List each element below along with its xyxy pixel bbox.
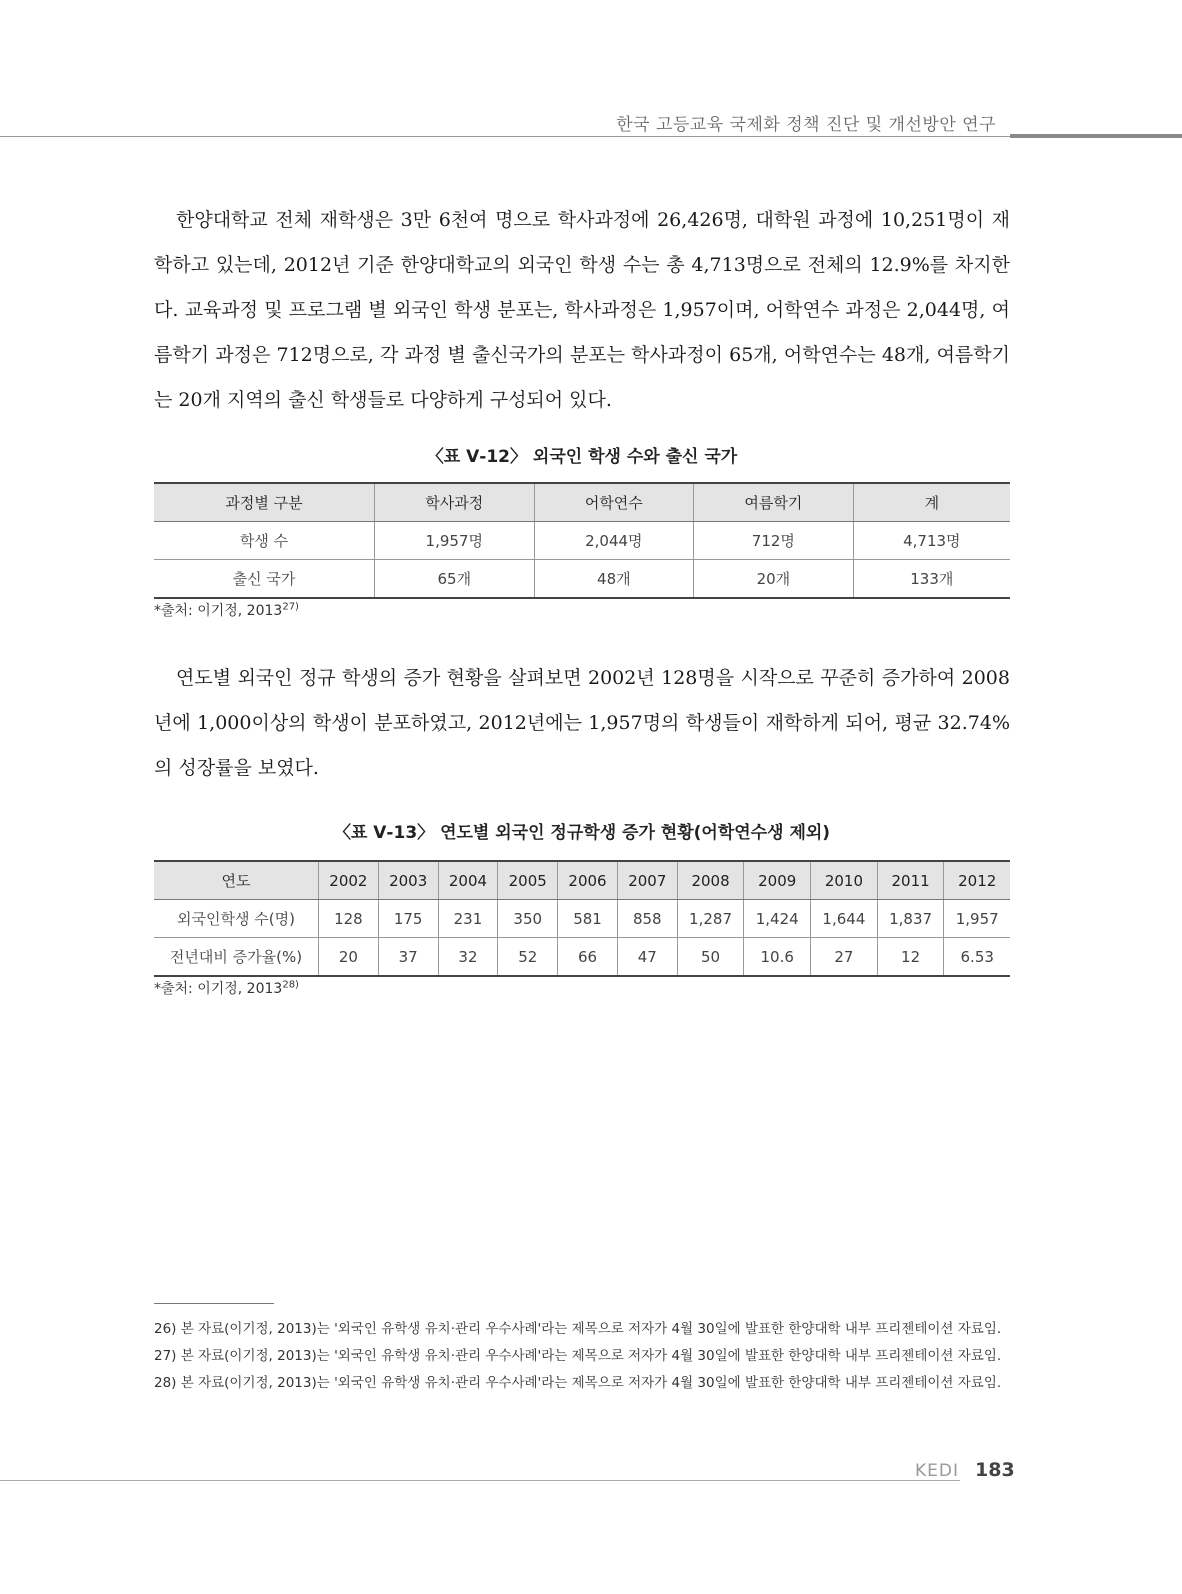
table-row <box>154 522 1010 560</box>
table-cell: 858 <box>617 900 677 938</box>
table-header-cell: 연도 <box>154 861 319 900</box>
table-1-source <box>154 600 299 620</box>
table-header-cell: 여름학기 <box>694 483 854 522</box>
row-label: 출신 국가 <box>154 560 375 599</box>
table-cell: 32 <box>438 938 498 977</box>
table-cell: 66 <box>558 938 618 977</box>
table-cell: 48개 <box>534 560 694 599</box>
table-header-cell: 2004 <box>438 861 498 900</box>
table-header-cell: 2011 <box>877 861 944 900</box>
yearly-growth-table <box>154 860 1010 977</box>
footnote-separator <box>154 1303 274 1304</box>
source-footnote-ref[interactable]: 28) <box>282 979 299 991</box>
table-header-cell: 2008 <box>677 861 744 900</box>
table-cell: 128 <box>319 900 379 938</box>
table-cell: 1,837 <box>877 900 944 938</box>
source-text: *출처: 이기정, 2013 <box>154 603 283 619</box>
body-paragraph-2: 연도별 외국인 정규 학생의 증가 현황을 살펴보면 2002년 128명을 시작으로 꾸준히 증가하여 2008년에 1,000이상의 학생이 분포하였고, 2012년에는 1,957명의 학생들이 재학하게 되어, 평균 32.74%의 성장률을 보였다. <box>154 667 1010 779</box>
row-label: 외국인학생 수(명) <box>154 900 319 938</box>
header-rule-accent <box>1010 134 1182 138</box>
table-cell: 20개 <box>694 560 854 599</box>
table-cell: 712명 <box>694 522 854 560</box>
table-cell: 27 <box>811 938 878 977</box>
table-header-row <box>154 483 1010 522</box>
table-header-cell: 어학연수 <box>534 483 694 522</box>
table-cell: 37 <box>378 938 438 977</box>
footer-rule <box>0 1480 960 1481</box>
footnote-28: 28) 본 자료(이기정, 2013)는 '외국인 유학생 유치·관리 우수사례'라는 제목으로 저자가 4월 30일에 발표한 한양대학 내부 프리젠테이션 자료임. <box>154 1375 1002 1391</box>
table-header-cell: 2010 <box>811 861 878 900</box>
row-label: 전년대비 증가율(%) <box>154 938 319 977</box>
table-cell: 20 <box>319 938 379 977</box>
table-2-caption: 〈표 Ⅴ-13〉 연도별 외국인 정규학생 증가 현황(어학연수생 제외) <box>333 823 831 843</box>
table-header-cell: 2006 <box>558 861 618 900</box>
table-cell: 65개 <box>375 560 535 599</box>
table-cell: 175 <box>378 900 438 938</box>
table-cell: 581 <box>558 900 618 938</box>
table-cell: 4,713명 <box>853 522 1010 560</box>
table-cell: 350 <box>498 900 558 938</box>
table-header-cell: 2009 <box>744 861 811 900</box>
table-header-cell: 계 <box>853 483 1010 522</box>
table-cell: 2,044명 <box>534 522 694 560</box>
body-paragraph-1: 한양대학교 전체 재학생은 3만 6천여 명으로 학사과정에 26,426명, 대학원 과정에 10,251명이 재학하고 있는데, 2012년 기준 한양대학교의 외국인 학생 수는 총 4,713명으로 전체의 12.9%를 차지한다. 교육과정 및 프로그램 별 외국인 학생 분포는, 학사과정은 1,957이며, 어학연수 과정은 2,044명, 여름학기 과정은 712명으로, 각 과정 별 출신국가의 분포는 학사과정이 65개, 어학연수는 48개, 여름학기는 20개 지역의 출신 학생들로 다양하게 구성되어 있다. <box>154 209 1010 411</box>
student-country-table <box>154 482 1010 599</box>
table-header-cell: 2003 <box>378 861 438 900</box>
table-cell: 10.6 <box>744 938 811 977</box>
table-cell: 1,957명 <box>375 522 535 560</box>
table-row <box>154 900 1010 938</box>
table-cell: 50 <box>677 938 744 977</box>
page-number: 183 <box>975 1459 1015 1481</box>
table-cell: 52 <box>498 938 558 977</box>
running-header-title: 한국 고등교육 국제화 정책 진단 및 개선방안 연구 <box>616 115 996 135</box>
table-cell: 1,957 <box>944 900 1010 938</box>
footer-publisher-label: KEDI <box>915 1461 959 1481</box>
footnote-26: 26) 본 자료(이기정, 2013)는 '외국인 유학생 유치·관리 우수사례'라는 제목으로 저자가 4월 30일에 발표한 한양대학 내부 프리젠테이션 자료임. <box>154 1321 1002 1337</box>
table-header-cell: 과정별 구분 <box>154 483 375 522</box>
table-cell: 47 <box>617 938 677 977</box>
table-row <box>154 938 1010 977</box>
table-cell: 1,287 <box>677 900 744 938</box>
table-cell: 1,424 <box>744 900 811 938</box>
table-cell: 12 <box>877 938 944 977</box>
table-header-row <box>154 861 1010 900</box>
footnote-27: 27) 본 자료(이기정, 2013)는 '외국인 유학생 유치·관리 우수사례'라는 제목으로 저자가 4월 30일에 발표한 한양대학 내부 프리젠테이션 자료임. <box>154 1348 1002 1364</box>
footnotes <box>154 1316 1024 1397</box>
header-rule <box>0 136 1010 137</box>
table-1-caption: 〈표 Ⅴ-12〉 외국인 학생 수와 출신 국가 <box>426 447 738 467</box>
source-text: *출처: 이기정, 2013 <box>154 981 283 997</box>
table-header-cell: 2007 <box>617 861 677 900</box>
table-cell: 6.53 <box>944 938 1010 977</box>
table-header-cell: 2002 <box>319 861 379 900</box>
table-cell: 1,644 <box>811 900 878 938</box>
table-header-cell: 2012 <box>944 861 1010 900</box>
table-2-source <box>154 978 299 998</box>
table-header-cell: 2005 <box>498 861 558 900</box>
table-cell: 133개 <box>853 560 1010 599</box>
table-header-cell: 학사과정 <box>375 483 535 522</box>
table-cell: 231 <box>438 900 498 938</box>
row-label: 학생 수 <box>154 522 375 560</box>
source-footnote-ref[interactable]: 27) <box>282 601 299 613</box>
table-row <box>154 560 1010 599</box>
